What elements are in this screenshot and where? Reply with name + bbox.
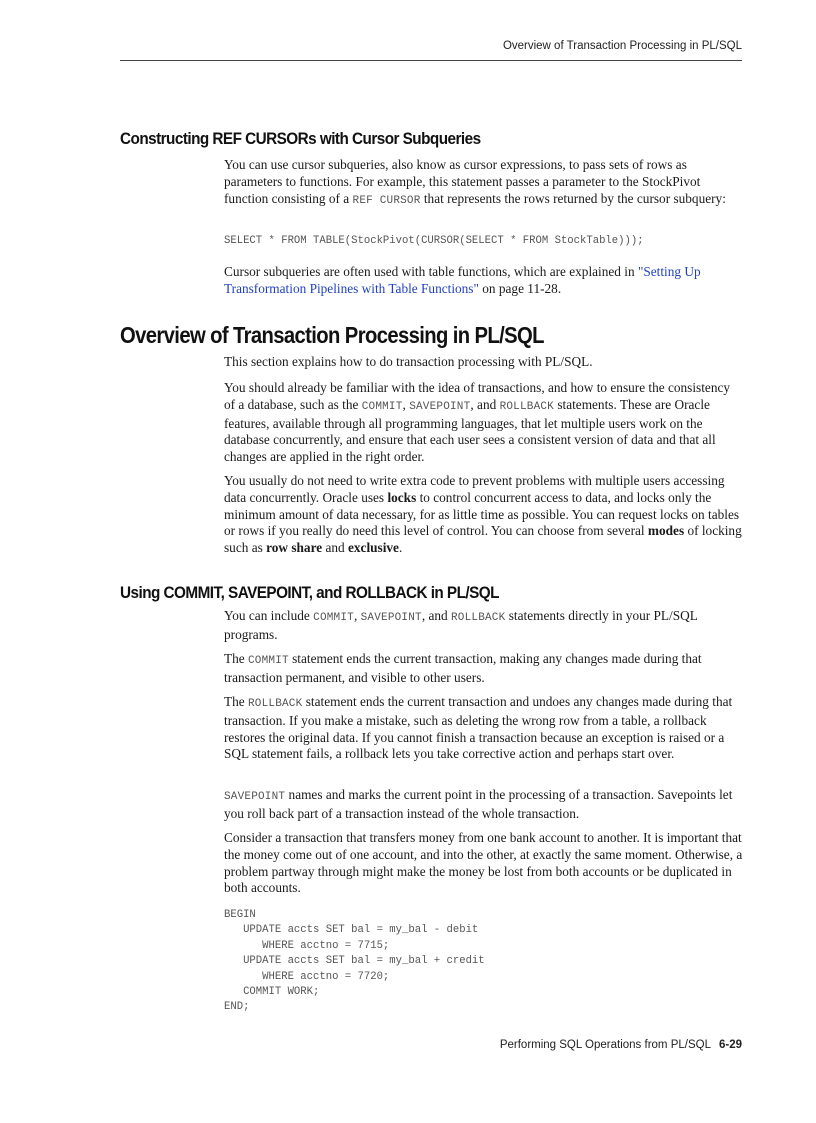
heading-constructing-ref-cursors: Constructing REF CURSORs with Cursor Subqueries (120, 129, 481, 148)
text: and (322, 540, 348, 556)
bold-term: modes (647, 523, 685, 539)
text: The (224, 694, 248, 709)
page-footer (500, 1039, 742, 1051)
text: Consider a transaction that transfers money from one bank account to another. It is important that the money come out of one account, and into the other, at exactly the same moment. Otherwise, a problem partway through might make the money be lost from both accounts or be duplicated in both accounts. (224, 830, 743, 896)
heading-overview-transaction-processing: Overview of Transaction Processing in PL/SQL (120, 322, 544, 348)
sec1-paragraph-1 (224, 157, 744, 209)
text: names and marks the current point in the processing of a transaction. Savepoints let you roll back part of a transaction instead of the whole transaction. (224, 787, 733, 821)
text: The (224, 651, 248, 666)
inline-code: SAVEPOINT (224, 791, 286, 803)
text: You can use cursor subqueries, also know as cursor expressions, to pass sets of rows as parameters to functions. For example, this statement passes a parameter to the StockPivot function consisting of a (224, 157, 701, 206)
text: , and (470, 396, 500, 412)
heading-using-commit-savepoint-rollback: Using COMMIT, SAVEPOINT, and ROLLBACK in PL/SQL (120, 583, 499, 602)
inline-code: COMMIT (313, 612, 354, 624)
sec1-paragraph-2 (224, 264, 744, 298)
text: statements directly in your PL/SQL programs. (224, 608, 698, 642)
text: Cursor subqueries are often used with table functions, which are explained in (224, 264, 638, 279)
text: You should already be familiar with the idea of transactions, and how to ensure the consistency of a database, such as the (224, 380, 731, 412)
inline-code: ROLLBACK (499, 400, 554, 413)
text: You usually do not need to write extra code to prevent problems with multiple users accessing data concurrently. Oracle uses (224, 473, 725, 505)
sec3-paragraph-2 (224, 651, 744, 687)
inline-code: SAVEPOINT (409, 400, 471, 413)
footer-title: Performing SQL Operations from PL/SQL (499, 1039, 711, 1051)
text: You can include (224, 608, 314, 623)
sec2-paragraph-1 (224, 354, 744, 371)
running-header: Overview of Transaction Processing in PL/SQL (502, 40, 742, 52)
text: that represents the rows returned by the cursor subquery: (420, 190, 726, 206)
text: statement ends the current transaction and undoes any changes made during that transaction. If you make a mistake, such as deleting the wrong row from a table, a rollback restores the original data. If you cannot finish a transaction because an exception is raised or a SQL statement fails, a rollback lets you take corrective action and perhaps start over. (224, 694, 733, 762)
code-example-select: SELECT * FROM TABLE(StockPivot(CURSOR(SELECT * FROM StockTable))); (224, 235, 644, 247)
bold-term: exclusive (348, 540, 399, 556)
sec3-paragraph-4 (224, 787, 744, 823)
text: statement ends the current transaction, making any changes made during that transaction permanent, and visible to other users. (224, 651, 702, 685)
sec3-paragraph-1 (224, 608, 744, 644)
sec2-paragraph-3 (224, 473, 744, 557)
text: , and (421, 608, 451, 623)
sec2-paragraph-2 (224, 380, 744, 466)
code-example-transaction: BEGIN UPDATE accts SET bal = my_bal - debit WHERE acctno = 7715; UPDATE accts SET bal = my_bal + credit WHERE acctno = 7720; COMMIT WORK; END; (224, 909, 485, 1014)
text: , (353, 608, 361, 623)
inline-code: REF CURSOR (352, 194, 421, 207)
inline-code: COMMIT (361, 400, 403, 413)
text: , (402, 396, 410, 412)
text: to control concurrent access to data, and locks only the minimum amount of data necessary, for as little time as possible. You can request locks on tables or rows if you really do need this level of control. You can choose from several (224, 489, 740, 539)
text: This section explains how to do transaction processing with PL/SQL. (224, 354, 593, 369)
bold-term: locks (387, 489, 417, 505)
page-number: 6-29 (718, 1039, 742, 1051)
text: . (398, 540, 403, 556)
inline-code: SAVEPOINT (360, 612, 422, 624)
text: on page 11-28. (478, 280, 562, 296)
sec3-paragraph-5 (224, 830, 744, 897)
sec3-paragraph-3 (224, 694, 744, 763)
text: of locking such as (224, 523, 742, 556)
bold-term: row share (266, 540, 323, 556)
header-rule (120, 60, 742, 61)
text: statements. These are Oracle features, available through all programming languages, that let multiple users work on the database concurrently, and ensure that each user sees a consistent version of data and that all changes are applied in the right order. (224, 396, 716, 465)
inline-code: ROLLBACK (248, 698, 303, 710)
inline-code: ROLLBACK (451, 612, 506, 624)
inline-code: COMMIT (248, 655, 289, 667)
cross-reference-link[interactable]: "Setting Up Transformation Pipelines with Table Functions" (224, 264, 701, 296)
